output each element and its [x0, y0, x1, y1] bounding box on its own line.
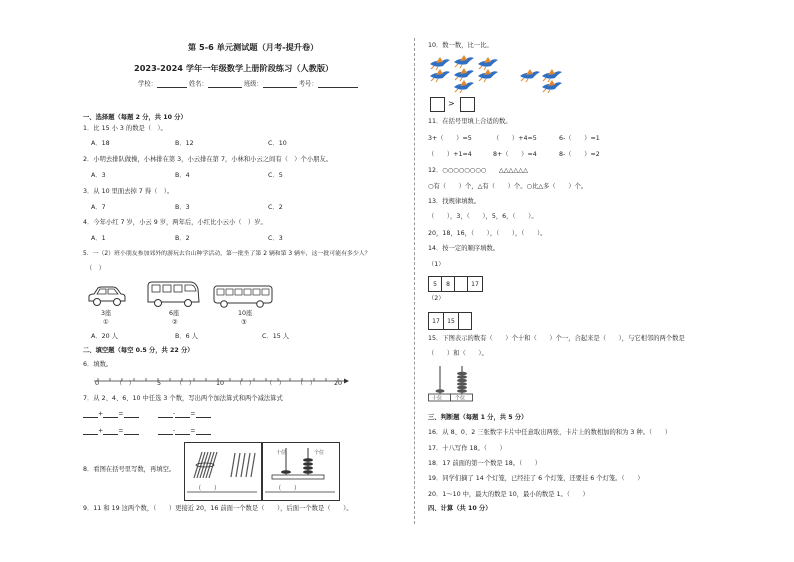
q14-row2-cell-1: 15	[443, 312, 459, 330]
car-icon	[86, 284, 128, 308]
numline-tick-8: 20	[334, 380, 343, 387]
page-title: 第 5-6 单元测试题（月考-提升卷）	[188, 42, 319, 52]
bird-group	[428, 55, 568, 93]
q8-caption-sticks[interactable]: （ ）	[195, 485, 221, 492]
q3-option-b[interactable]: B．3	[175, 204, 190, 211]
q4-text: 4．今年小红 7 岁，小云 9 岁，两年后，小红比小云小（ ）岁。	[83, 219, 267, 226]
q8-caption-line-2	[261, 491, 339, 494]
section-choice-title: 一、选择题（每题 2 分，共 10 分）	[83, 114, 187, 121]
q10-right-box[interactable]	[460, 97, 475, 112]
q11-r1-c[interactable]: 6-（ ）=1	[559, 135, 600, 142]
q5-option-a[interactable]: A．20 人	[91, 333, 118, 340]
bird-icon	[478, 69, 498, 82]
q16-text[interactable]: 16．从 8、0、2 三张数字卡片中任意取出两张，卡片上的数相加的和为 3 种。（ ）	[428, 429, 671, 436]
q14-row1-cell-0: 5	[428, 276, 442, 292]
q7-addition-2[interactable]: + =	[83, 428, 139, 435]
q14-row1-cell-2[interactable]	[454, 276, 468, 292]
numline-tick-4: 10	[216, 380, 225, 387]
vehicle-3-mark: ③	[241, 319, 247, 326]
q6-text: 6．填数。	[83, 361, 113, 368]
q5-text: 5．一（2）班小朋友参加郊外的游玩去台山种学活动，第一批坐了第 2 辆和第 3 辆车，这一批可能有多少人？	[83, 251, 371, 257]
numline-tick-6[interactable]: （ ）	[266, 380, 285, 387]
bird-icon	[478, 57, 498, 70]
q20-text[interactable]: 20．1～10 中，最大的数是 10，最小的数是 1。（ ）	[428, 491, 589, 498]
q11-text: 11．在括号里填上合适的数。	[428, 118, 512, 125]
vehicle-2-seats: 6座	[169, 310, 180, 317]
q7-subtraction-1[interactable]: - =	[158, 411, 211, 418]
bird-icon	[454, 55, 474, 68]
numline-tick-1[interactable]: （ ）	[116, 380, 135, 387]
q14-text: 14．按一定的顺序填数。	[428, 245, 499, 252]
bird-icon	[454, 68, 474, 81]
abacus-icon	[272, 446, 328, 480]
q4-option-b[interactable]: B．2	[175, 235, 190, 242]
q14-sub1: （1）	[428, 261, 445, 268]
school-label: 学校：	[138, 80, 157, 88]
class-field[interactable]	[263, 81, 297, 88]
q2-option-a[interactable]: A．3	[91, 172, 106, 179]
q10-left-box[interactable]	[430, 97, 445, 112]
abacus-tens-label: 十位	[276, 450, 287, 456]
student-info-row	[138, 81, 358, 88]
q18-text[interactable]: 18．17 前面的第一个数是 18。（ ）	[428, 460, 542, 467]
q11-r1-b[interactable]: （ ）+4=5	[493, 135, 537, 142]
vehicle-2-mark: ②	[172, 319, 178, 326]
bird-icon	[430, 69, 450, 82]
bird-icon	[454, 80, 474, 93]
q7-subtraction-2[interactable]: - =	[158, 428, 211, 435]
q11-r2-a[interactable]: （ ）+1=4	[428, 151, 472, 158]
q14-sub2: （2）	[428, 295, 445, 302]
q15-text: 15．下图表示的数有（ ）个十和（ ）个一，合起来是（ ），与它相邻的两个数是	[428, 335, 685, 342]
q10-compare-sign: >	[448, 99, 455, 108]
q11-r1-a[interactable]: 3+（ ）=5	[428, 135, 472, 142]
q15-tens-label: 十位	[432, 395, 443, 402]
q12-line2[interactable]: ○有（ ）个，△有（ ）个。○比△多（ ）个。	[428, 183, 588, 190]
q8-caption-line-1	[183, 491, 261, 494]
numline-tick-0: 0	[95, 380, 100, 387]
number-label: 考号：	[298, 80, 318, 88]
q1-option-c[interactable]: C．10	[268, 140, 287, 147]
q12-text: 12．○○○○○○○○ △△△△△△	[428, 167, 528, 174]
q4-option-a[interactable]: A．1	[91, 235, 106, 242]
q19-text[interactable]: 19．同学们摘了 14 个灯笼，已经挂了 6 个灯笼，还要挂 6 个灯笼。（ ）	[428, 475, 644, 482]
q8-caption-abacus[interactable]: （ ）	[275, 485, 301, 492]
q2-text: 2．小明去排队做操，小林排在第 3，小云排在第 7，小林和小云之间有（ ）个小朋友。	[83, 156, 333, 163]
bus-icon	[212, 283, 274, 308]
q3-text: 3．从 10 里面去掉 7 得（ ）。	[83, 188, 174, 195]
page-subtitle: 2023-2024 学年一年级数学上册阶段练习（人教版）	[134, 63, 334, 73]
q7-addition-1[interactable]: + =	[83, 411, 139, 418]
q14-row2-cell-2[interactable]	[458, 312, 472, 330]
q1-option-a[interactable]: A．18	[91, 140, 110, 147]
school-field[interactable]	[157, 81, 187, 88]
class-label: 班级：	[243, 80, 263, 88]
q5-option-c[interactable]: C．15 人	[262, 333, 290, 340]
vehicle-1-mark: ①	[103, 319, 109, 326]
q5-option-b[interactable]: B．6 人	[175, 333, 198, 340]
bird-icon	[542, 80, 562, 93]
numline-tick-2: 5	[157, 380, 162, 387]
q13-row1[interactable]: （ ），3，（ ），5，6，（ ）。	[428, 213, 538, 220]
stick-singles-icon	[228, 452, 256, 478]
q14-row1-cell-3: 17	[467, 276, 483, 292]
q2-option-b[interactable]: B．4	[175, 172, 190, 179]
stick-bundle-icon	[190, 450, 226, 480]
vehicle-1-seats: 3座	[101, 310, 112, 317]
q7-text: 7．从 2、4、6、10 中任选 3 个数，写出两个加法算式和两个减法算式	[83, 395, 283, 402]
right-column	[414, 0, 794, 562]
abacus-icon	[428, 364, 474, 402]
q17-text[interactable]: 17．十八写作 18。（ ）	[428, 445, 506, 452]
abacus-ones-label: 个位	[314, 450, 325, 456]
q14-row1-cell-1: 8	[441, 276, 455, 292]
number-field[interactable]	[318, 81, 358, 88]
q13-text: 13．找规律填数。	[428, 198, 481, 205]
name-field[interactable]	[208, 81, 242, 88]
q3-option-a[interactable]: A．7	[91, 204, 106, 211]
q4-option-c[interactable]: C．3	[268, 235, 283, 242]
q13-row2[interactable]: 20，18，16，（ ），（ ），（ ）。	[428, 230, 547, 237]
vehicle-3-seats: 10座	[238, 310, 253, 317]
q11-r2-b[interactable]: 8+（ ）=4	[493, 151, 537, 158]
numline-tick-7[interactable]: （ ）	[297, 380, 316, 387]
numline-tick-5[interactable]: （ ）	[236, 380, 255, 387]
q2-option-c[interactable]: C．5	[268, 172, 283, 179]
section-calc-title: 四、计算（共 10 分）	[428, 505, 492, 512]
q10-text: 10．数一数，比一比。	[428, 42, 493, 49]
q1-option-b[interactable]: B．12	[175, 140, 194, 147]
q5-answer-paren[interactable]: （ ）	[86, 265, 105, 272]
q11-r2-c[interactable]: 8-（ ）=2	[559, 151, 600, 158]
q9-text: 9．11 和 19 这两个数，（ ）更接近 20，16 前面一个数是（ ），后面一个数是（ ）。	[83, 505, 353, 512]
minibus-icon	[146, 280, 201, 308]
q14-row2-cell-0: 17	[428, 312, 444, 330]
q15-line2[interactable]: （ ）和（ ）。	[428, 350, 488, 357]
bird-icon	[430, 57, 450, 70]
q8-text: 8．看图在括号里写数，再填空。	[83, 466, 176, 473]
numline-tick-3[interactable]: （ ）	[176, 380, 195, 387]
name-label: 姓名：	[188, 80, 208, 88]
section-judge-title: 三、判断题（每题 1 分，共 5 分）	[428, 414, 528, 421]
q15-ones-label: 个位	[455, 395, 466, 402]
q1-text: 1．比 15 小 3 的数是（ ）。	[83, 125, 167, 132]
q3-option-c[interactable]: C．2	[268, 204, 283, 211]
section-fill-title: 二、填空题（每空 0.5 分，共 22 分）	[83, 347, 194, 354]
bird-icon	[520, 69, 540, 82]
